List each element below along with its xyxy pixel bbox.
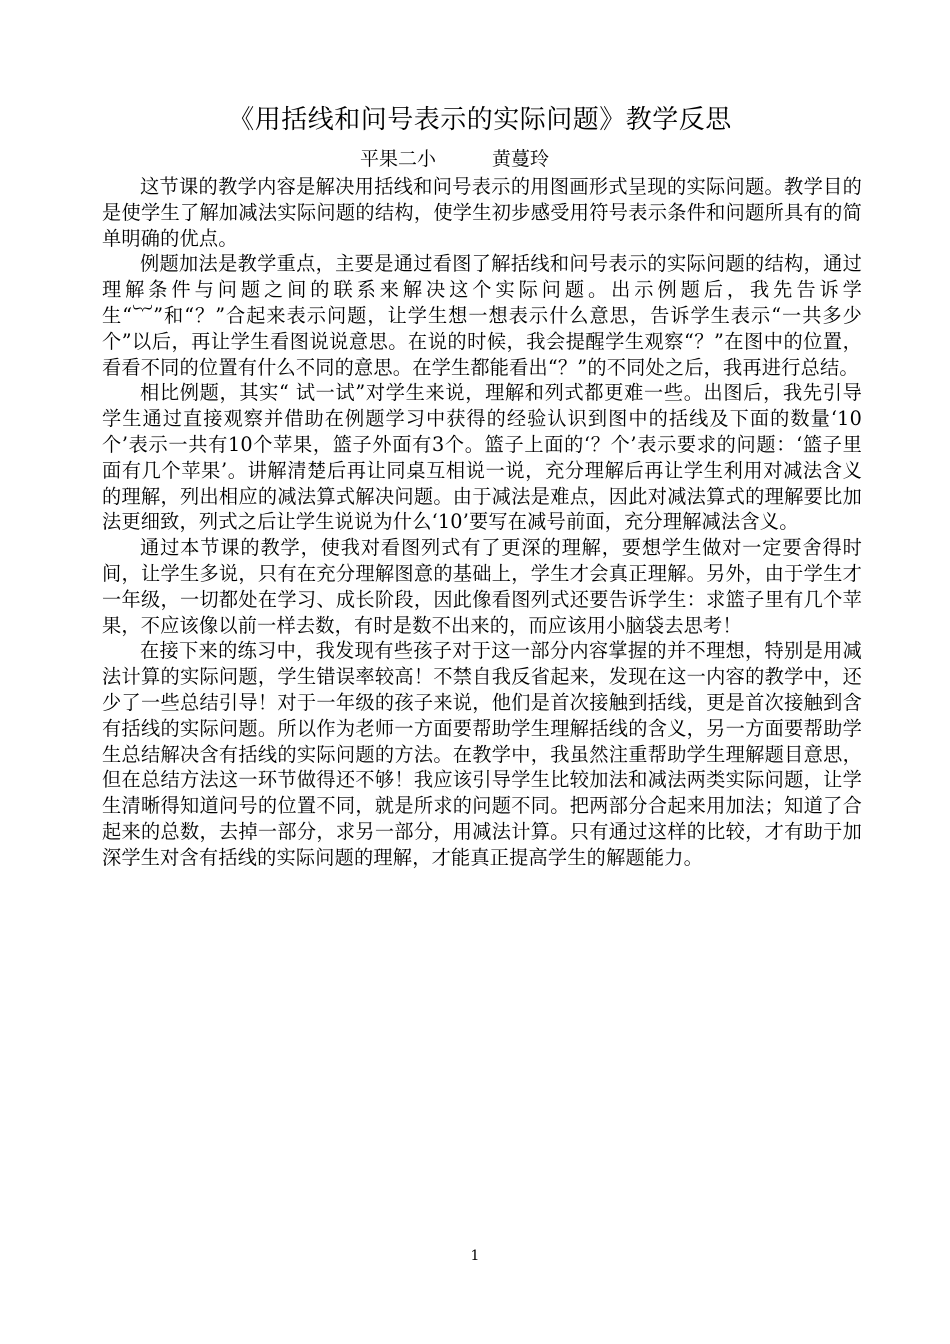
document-body: [102, 174, 862, 871]
author-school: 平果二小: [360, 148, 437, 170]
author-name: 黄蔓玲: [492, 148, 550, 170]
paragraph-example-addition: 例题加法是教学重点，主要是通过看图了解括线和问号表示的实际问题的结构，通过理解条件与问题之间的联系来解决这个实际问题。出示例题后，我先告诉学生“︸”和“？”合起来表示问题，让学生想一想表示什么意思，告诉学生表示“一共多少个”以后，再让学生看图说说意思。在说的时候，我会提醒学生观察“？”在图中的位置，看看不同的位置有什么不同的意思。在学生都能看出“？”的不同处之后，我再进行总结。: [102, 252, 862, 379]
document-title: 《用括线和问号表示的实际问题》教学反思: [228, 105, 732, 135]
paragraph-practice: 在接下来的练习中，我发现有些孩子对于这一部分内容掌握的并不理想，特别是用减法计算的实际问题，学生错误率较高！不禁自我反省起来，发现在这一内容的教学中，还少了一些总结引导！对于一年级的孩子来说，他们是首次接触到括线，更是首次接触到含有括线的实际问题。所以作为老师一方面要帮助学生理解括线的含义，另一方面要帮助学生总结解决含有括线的实际问题的方法。在教学中，我虽然注重帮助学生理解题目意思，但在总结方法这一环节做得还不够！我应该引导学生比较加法和减法两类实际问题，让学生清晰得知道问号的位置不同，就是所求的问题不同。把两部分合起来用加法；知道了合起来的总数，去掉一部分，求另一部分，用减法计算。只有通过这样的比较，才有助于加深学生对含有括线的实际问题的理解，才能真正提高学生的解题能力。: [102, 639, 862, 869]
paragraph-reflection: 通过本节课的教学，使我对看图列式有了更深的理解，要想学生做对一定要舍得时间，让学生多说，只有在充分理解图意的基础上，学生才会真正理解。另外，由于学生才一年级，一切都处在学习、成长阶段，因此像看图列式还要告诉学生：求篮子里有几个苹果，不应该像以前一样去数，有时是数不出来的，而应该用小脑袋去思考！: [102, 536, 862, 637]
paragraph-try-it: 相比例题，其实“ 试一试”对学生来说，理解和列式都更难一些。出图后，我先引导学生通过直接观察并借助在例题学习中获得的经验认识到图中的括线及下面的数量‘10个’表示一共有10个苹果，篮子外面有3个。篮子上面的‘？个’表示要求的问题：‘篮子里面有几个苹果’。讲解清楚后再让同桌互相说一说，充分理解后再让学生利用对减法含义的理解，列出相应的减法算式解决问题。由于减法是难点，因此对减法算式的理解要比加法更细致，列式之后让学生说说为什么‘10’要写在减号前面，充分理解减法含义。: [102, 381, 862, 534]
page-number: 1: [470, 1248, 480, 1264]
paragraph-intro: 这节课的教学内容是解决用括线和问号表示的用图画形式呈现的实际问题。教学目的是使学生了解加减法实际问题的结构，使学生初步感受用符号表示条件和问题所具有的简单明确的优点。: [102, 175, 862, 250]
